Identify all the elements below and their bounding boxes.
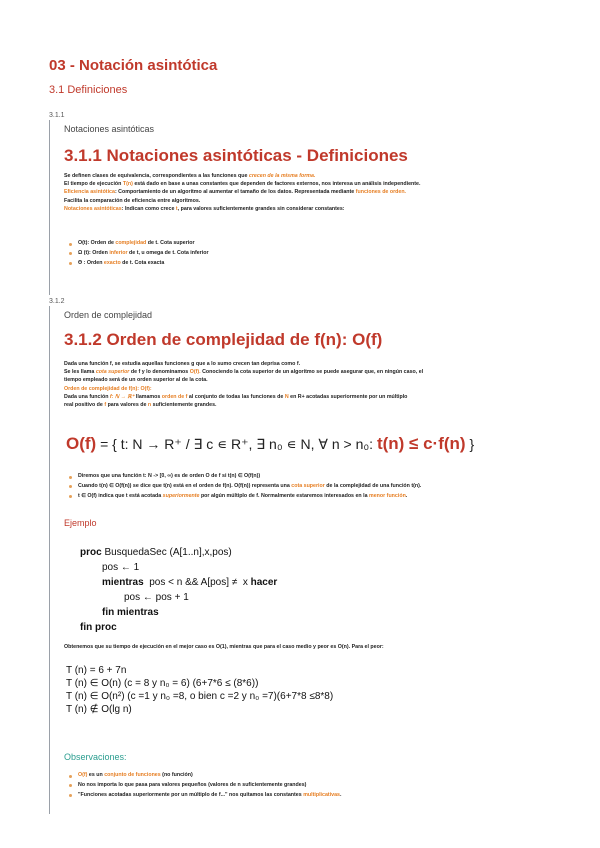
- page-title: 03 - Notación asintótica: [49, 57, 218, 74]
- section-number: 3.1.2: [49, 298, 65, 305]
- section-number: 3.1.1: [49, 112, 65, 119]
- list-item: Θ : Orden exacto de t. Cota exacta: [64, 259, 564, 269]
- runtime-calculation: T (n) = 6 + 7n T (n) ∈ O(n) (c = 8 y n₀ = 6) (6+7*6 ≤ (8*6)) T (n) ∈ O(n²) (c =1 y n₀ =8, o bien c =2 y n₀ =7)(6+7*8 ≤8*8) T (n) ∉ O(lg n): [66, 665, 334, 715]
- pseudocode-block: proc BusquedaSec (A[1..n],x,pos) pos ← 1 mientras pos < n && A[pos] ≠ x hacer pos ← pos + 1 fin mientras fin proc: [80, 547, 278, 633]
- list-item: "Funciones acotadas superiormente por un múltiplo de f..." nos quitamos las constantes multiplicativas.: [64, 791, 564, 801]
- section-subtitle: Notaciones asintóticas: [64, 124, 155, 134]
- section-heading: 3.1 Definiciones: [49, 84, 128, 96]
- list-item: Cuando t(n) ∈ O(f(n)) se dice que t(n) está en el orden de f(n). O(f(n)) representa una cota superior de la complejidad de una función t(n).: [64, 482, 584, 492]
- observations-heading: Observaciones:: [64, 752, 127, 762]
- list-item: No nos importa lo que pasa para valores pequeños (valores de n suficientemente grandes): [64, 781, 564, 791]
- order-paragraph: Dada una función f, se estudia aquellas funciones g que a lo sumo crecen tan deprisa como f. Se les llama cota superior de f y lo denominamos O(f). Conociendo la cota superior de un algoritmo se puede asegurar que, en ningún caso, el tiempo empleado será de un orden superior al de la cota. Orden de complejidad de f(n): O(f): Dada una función f: ℕ → ℝ⁺ llamamos orden de f al conjunto de todas las funciones de N en R+ acotadas superiormente por un múltiplo real positivo de f para valores de n suficientemente grandes.: [64, 361, 424, 409]
- list-item: O(f) es un conjunto de funciones (no función): [64, 771, 564, 781]
- section-rule: [49, 120, 50, 295]
- example-heading: Ejemplo: [64, 518, 97, 528]
- list-item: Diremos que una función t: N -> [0, ∞) es de orden O de f si t(n) ∈ O(f(n)): [64, 472, 584, 482]
- definitions-paragraph: Se definen clases de equivalencia, correspondientes a las funciones que crecen de la misma forma. El tiempo de ejecución T(n) está dado en base a unas constantes que dependen de factores externos, nos interesa un análisis independiente. Eficiencia asintótica: Comportamiento de un algoritmo al aumentar el tamaño de los datos. Representada mediante funciones de orden. Facilita la comparación de eficiencia entre algoritmos. Notaciones asintóticas: Indican como crece t, para valores suficientemente grandes sin considerar constantes:: [64, 173, 421, 212]
- list-item: Ω (t): Orden inferior de t, u omega de t. Cota inferior: [64, 249, 564, 259]
- observations-list: [64, 771, 564, 800]
- list-item: t ∈ O(f) indica que t está acotada superiormente por algún múltiplo de f. Normalmente estaremos interesados en la menor función.: [64, 492, 584, 502]
- section-title: 3.1.1 Notaciones asintóticas - Definiciones: [64, 146, 408, 165]
- list-item: O(t): Orden de complejidad de t. Cota superior: [64, 239, 564, 249]
- order-formula: O(f) = { t: N → R⁺ / ∃ c ∊ R⁺, ∃ n₀ ∊ N, ∀ n > n₀: t(n) ≤ c·f(n) }: [66, 434, 475, 453]
- section-subtitle: Orden de complejidad: [64, 310, 153, 320]
- section-title: 3.1.2 Orden de complejidad de f(n): O(f): [64, 330, 383, 349]
- order-list: [64, 472, 584, 501]
- section-rule: [49, 306, 50, 814]
- runtime-paragraph: Obtenemos que su tiempo de ejecución en el mejor caso es O(1), mientras que para el caso medio y peor es O(n). Para el peor:: [64, 644, 384, 650]
- notation-list: [64, 239, 564, 268]
